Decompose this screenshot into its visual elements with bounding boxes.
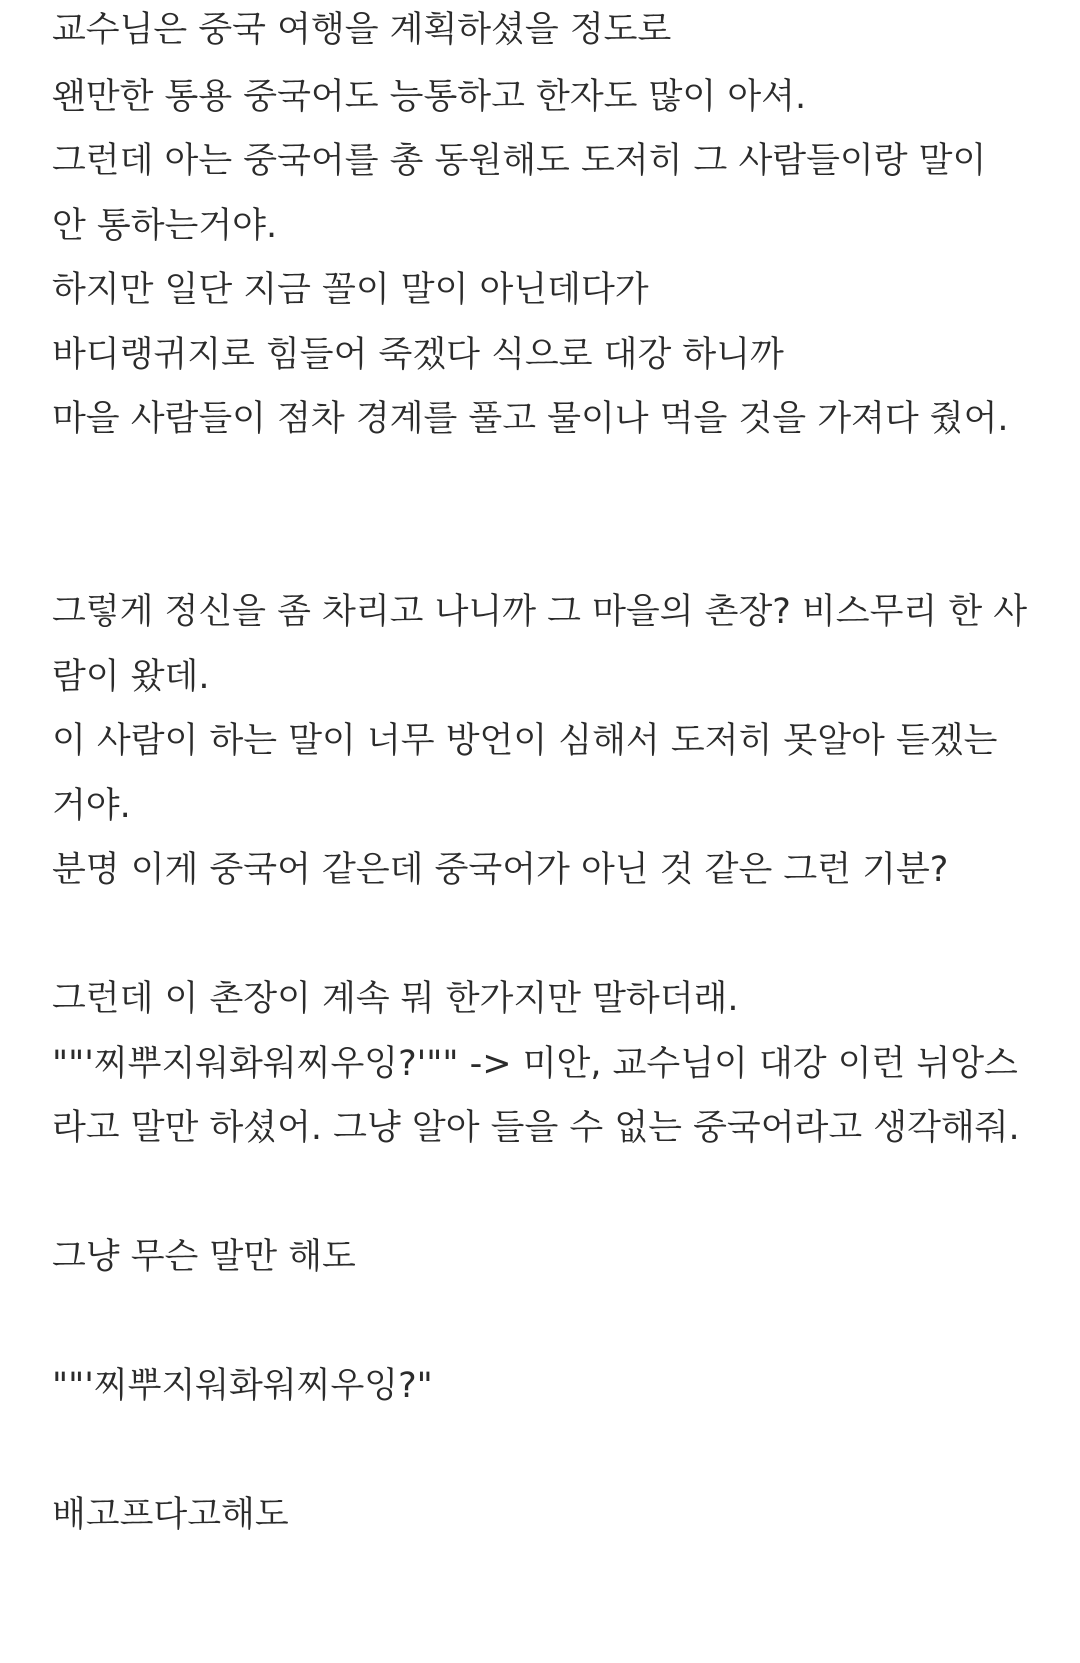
text-line: 람이 왔데. [52, 657, 210, 697]
text-line: 그런데 이 촌장이 계속 뭐 한가지만 말하더래. [52, 979, 739, 1019]
text-line: ""'찌뿌지워화워찌우잉?'"" -> 미안, 교수님이 대강 이런 뉘앙스 [52, 1044, 1018, 1084]
text-line: 그렇게 정신을 좀 차리고 나니까 그 마을의 촌장? 비스무리 한 사 [52, 592, 1028, 632]
text-line: 안 통하는거야. [52, 206, 278, 246]
text-line: ""'찌뿌지워화워찌우잉?" [52, 1366, 433, 1406]
text-line: 분명 이게 중국어 같은데 중국어가 아닌 것 같은 그런 기분? [52, 850, 949, 890]
text-line: 왠만한 통용 중국어도 능통하고 한자도 많이 아셔. [52, 77, 807, 117]
text-line: 라고 말만 하셨어. 그냥 알아 들을 수 없는 중국어라고 생각해줘. [52, 1108, 1020, 1148]
text-line: 마을 사람들이 점차 경계를 풀고 물이나 먹을 것을 가져다 줬어. [52, 399, 1009, 439]
text-line: 배고프다고해도 [52, 1495, 289, 1535]
text-line: 하지만 일단 지금 꼴이 말이 아닌데다가 [52, 270, 649, 310]
text-line: 이 사람이 하는 말이 너무 방언이 심해서 도저히 못알아 듣겠는 [52, 721, 998, 761]
text-line: 거야. [52, 786, 131, 826]
text-line: 그냥 무슨 말만 해도 [52, 1237, 356, 1277]
text-line: 그런데 아는 중국어를 총 동원해도 도저히 그 사람들이랑 말이 [52, 141, 987, 181]
text-line: 교수님은 중국 여행을 계획하셨을 정도로 [52, 10, 672, 50]
text-line: 바디랭귀지로 힘들어 죽겠다 식으로 대강 하니까 [52, 335, 784, 375]
